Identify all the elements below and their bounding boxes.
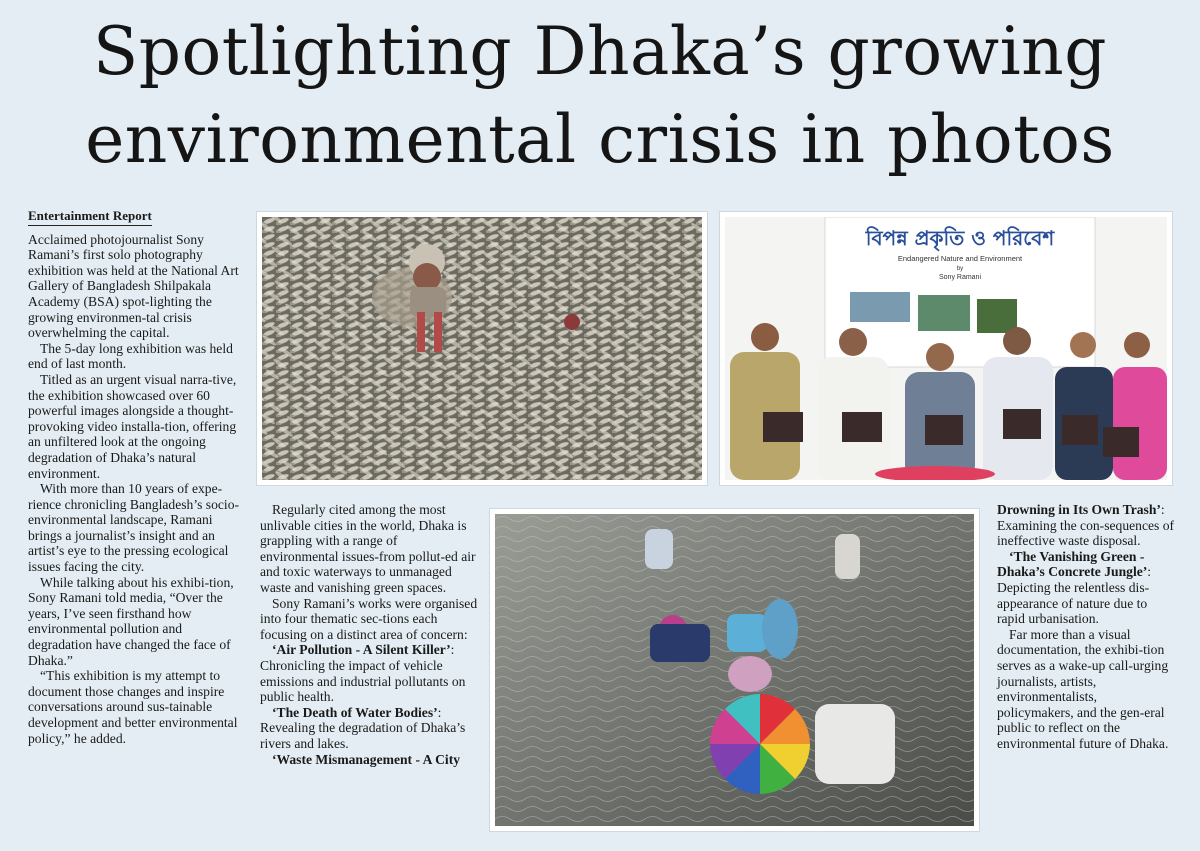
photo-flooded-street-image bbox=[495, 514, 974, 826]
rainbow-umbrella bbox=[710, 694, 810, 794]
headline-line-2: environmental crisis in photos bbox=[85, 101, 1115, 178]
photo-dead-fish-image bbox=[262, 217, 702, 480]
banner-bangla-title: বিপন্ন প্রকৃতি ও পরিবেশ bbox=[865, 226, 1055, 250]
headline-line-1: Spotlighting Dhaka’s growing bbox=[93, 13, 1107, 90]
banner-english-title: Endangered Nature and Environment bbox=[897, 254, 1023, 263]
section-text: : Chronicling the impact of vehicle emissions and industrial pollutants on public health. bbox=[260, 642, 466, 705]
section-vanishing-green bbox=[997, 549, 1175, 627]
paragraph-intro-text: Acclaimed photojournalist Sony Ramani’s first solo photography exhibition was held at the National Art Gallery of Bangladesh Shilpakala Academy (BSA) spot-lighting the growing environmen-tal crisis bbox=[28, 231, 239, 325]
paragraph-intro-tail: overwhelming the capital. bbox=[28, 325, 170, 341]
article-column-3 bbox=[997, 502, 1175, 752]
article-column-1 bbox=[28, 208, 244, 746]
section-title: ‘Waste Mismanagement - A City bbox=[272, 751, 461, 767]
byline: Entertainment Report bbox=[28, 208, 152, 226]
paragraph-closing: Far more than a visual documentation, the exhibi-tion serves as a wake-up call-urging journalists, artists, environmentalists, policymakers, and the gen-eral public to reflect on the environmental future of Dhaka. bbox=[997, 626, 1169, 751]
section-title: ‘Air Pollution - A Silent Killer’ bbox=[272, 642, 451, 658]
paragraph: Sony Ramani’s works were organised into four thematic sec-tions each focusing on a distinct area of concern: bbox=[260, 595, 478, 642]
paragraph: Titled as an urgent visual narra-tive, the exhibition showcased over 60 powerful images alongside a thought-provoking video installa-tion, offering an unfiltered look at the ongoing degradation of Dhaka’s natural environment. bbox=[28, 371, 237, 481]
section-title: ‘The Vanishing Green - Dhaka’s Concrete Jungle’ bbox=[997, 548, 1148, 580]
section-text: : Examining the con-sequences of ineffective waste disposal. bbox=[997, 502, 1175, 549]
paragraph: Regularly cited among the most unlivable cities in the world, Dhaka is grappling with a range of environmental issues-from pollut-ed air and toxic waterways to unmanaged waste and vanishing green spaces. bbox=[260, 502, 476, 595]
paragraph: The 5-day long exhibition was held end of last month. bbox=[28, 340, 233, 372]
section-title: Drowning in Its Own Trash’ bbox=[997, 502, 1161, 517]
article-column-2 bbox=[260, 502, 478, 767]
section-text: : Depicting the relentless dis-appearance of nature due to rapid urbanisation. bbox=[997, 564, 1152, 627]
section-waste-cont bbox=[997, 502, 1175, 549]
section-water-bodies bbox=[260, 705, 478, 752]
photo-flooded-street bbox=[490, 509, 979, 831]
photo-book-launch bbox=[720, 212, 1172, 485]
headline bbox=[0, 8, 1200, 184]
paragraph-intro bbox=[28, 232, 244, 341]
photo-dead-fish bbox=[257, 212, 707, 485]
section-title: ‘The Death of Water Bodies’ bbox=[272, 704, 438, 720]
photo-book-launch-image bbox=[725, 217, 1167, 480]
section-waste-start bbox=[260, 752, 478, 768]
banner-artist: Sony Ramani bbox=[938, 274, 982, 281]
paragraph: “This exhibition is my attempt to document those changes and inspire conversations around sus-tainable development and better environmental policy,” he added. bbox=[28, 668, 238, 746]
paragraph: While talking about his exhibi-tion, Sony Ramani told media, “Over the years, I’ve seen firsthand how environmental pollution and degradation have changed the face of Dhaka.” bbox=[28, 574, 234, 668]
section-text: : Revealing the degradation of Dhaka’s rivers and lakes. bbox=[260, 704, 466, 751]
section-air-pollution bbox=[260, 642, 478, 704]
banner-by: by bbox=[956, 266, 964, 272]
paragraph: With more than 10 years of expe-rience chronicling Bangladesh’s socio-environmental landscape, Ramani brings a journalist’s insight and an artist’s eye to the pressing ecological issues facing the city. bbox=[28, 481, 240, 575]
